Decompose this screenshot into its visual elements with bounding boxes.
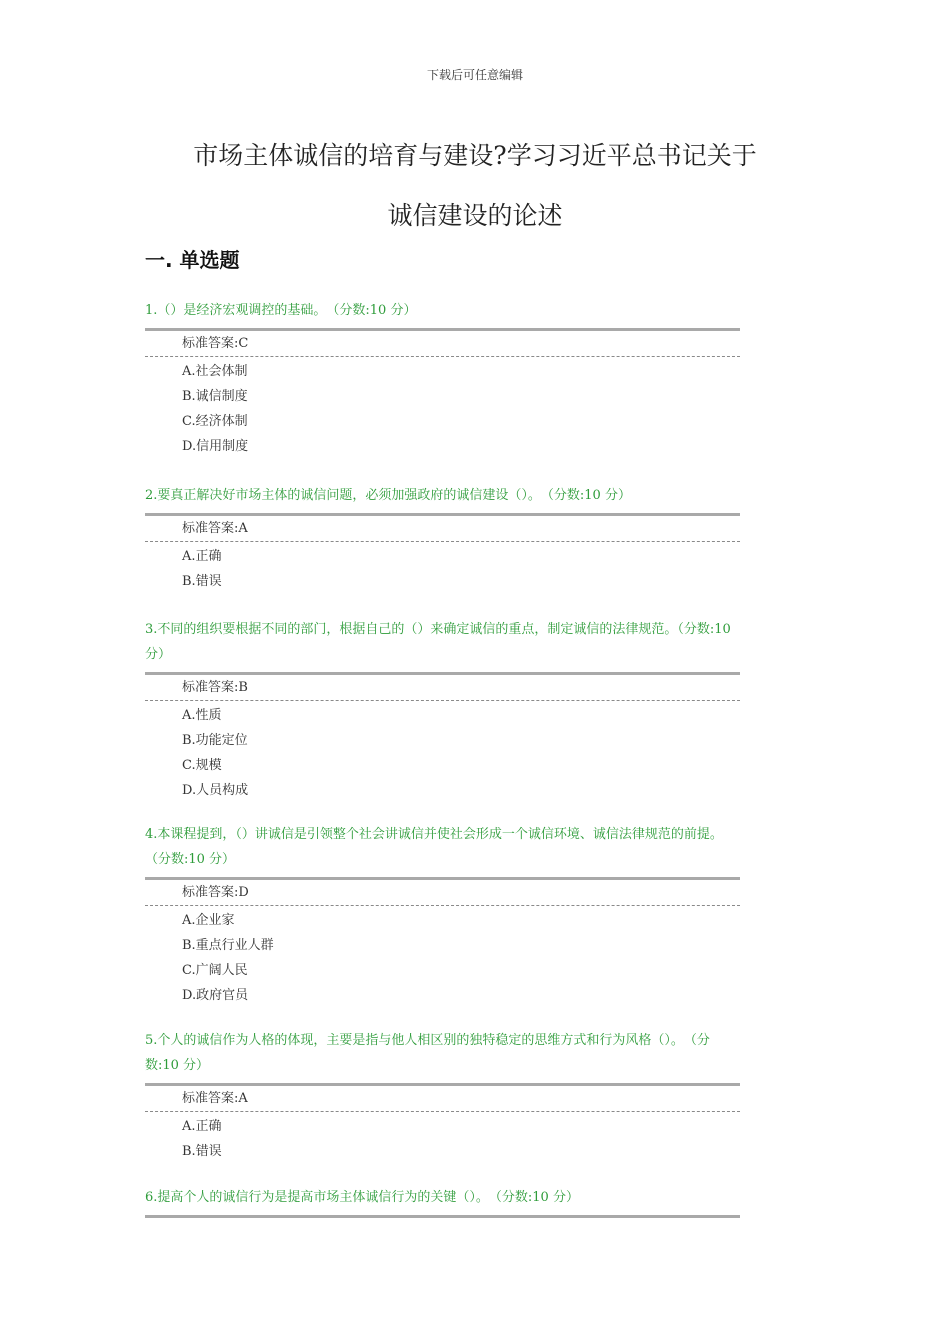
- option-b: B.诚信制度: [182, 389, 248, 404]
- question-1: [145, 298, 740, 459]
- standard-answer: 标准答案:C: [182, 336, 249, 351]
- question-text: 2.要真正解决好市场主体的诚信问题，必须加强政府的诚信建设（）。 （分数:10 分）: [145, 488, 631, 503]
- option-d: D.政府官员: [182, 988, 249, 1003]
- standard-answer: 标准答案:A: [182, 521, 248, 536]
- option-a: A.社会体制: [182, 364, 248, 379]
- question-text: 6.提高个人的诚信行为是提高市场主体诚信行为的关键（）。 （分数:10 分）: [145, 1190, 579, 1205]
- option-d: D.信用制度: [182, 439, 249, 454]
- answer-divider: [145, 541, 740, 542]
- answer-divider: [145, 356, 740, 357]
- question-3: [145, 617, 740, 803]
- standard-answer: 标准答案:B: [182, 680, 248, 695]
- question-text: 4.本课程提到，（）讲诚信是引领整个社会讲诚信并使社会形成一个诚信环境、诚信法律规范的前提。 （分数:10 分）: [145, 827, 730, 867]
- question-4: [145, 822, 740, 1008]
- answer-divider: [145, 905, 740, 906]
- option-b: B.重点行业人群: [182, 938, 274, 953]
- answer-divider: [145, 1111, 740, 1112]
- question-5: [145, 1028, 740, 1164]
- document-title: [140, 126, 810, 246]
- question-text: 5.个人的诚信作为人格的体现，主要是指与他人相区别的独特稳定的思维方式和行为风格（）。 （分数:10 分）: [145, 1033, 710, 1073]
- option-a: A.正确: [182, 549, 222, 564]
- option-b: B.错误: [182, 574, 222, 589]
- section-title: 一. 单选题: [145, 248, 240, 272]
- option-c: C.经济体制: [182, 414, 248, 429]
- document-title-line-2: 诚信建设的论述: [387, 201, 563, 230]
- question-divider: [145, 1215, 740, 1218]
- option-a: A.性质: [182, 708, 222, 723]
- option-c: C.规模: [182, 758, 222, 773]
- answer-divider: [145, 700, 740, 701]
- standard-answer: 标准答案:A: [182, 1091, 248, 1106]
- option-a: A.企业家: [182, 913, 235, 928]
- option-b: B.功能定位: [182, 733, 248, 748]
- question-text: 3.不同的组织要根据不同的部门，根据自己的（）来确定诚信的重点，制定诚信的法律规范。（分数:10 分）: [145, 622, 731, 662]
- question-2: [145, 483, 740, 594]
- standard-answer: 标准答案:D: [182, 885, 249, 900]
- option-b: B.错误: [182, 1144, 222, 1159]
- question-text: 1.（）是经济宏观调控的基础。 （分数:10 分）: [145, 303, 417, 318]
- question-6: [145, 1185, 740, 1218]
- page-header-note: 下载后可任意编辑: [426, 68, 523, 82]
- option-c: C.广阔人民: [182, 963, 248, 978]
- option-d: D.人员构成: [182, 783, 249, 798]
- option-a: A.正确: [182, 1119, 222, 1134]
- document-title-line-1: 市场主体诚信的培育与建设?学习习近平总书记关于: [193, 141, 757, 170]
